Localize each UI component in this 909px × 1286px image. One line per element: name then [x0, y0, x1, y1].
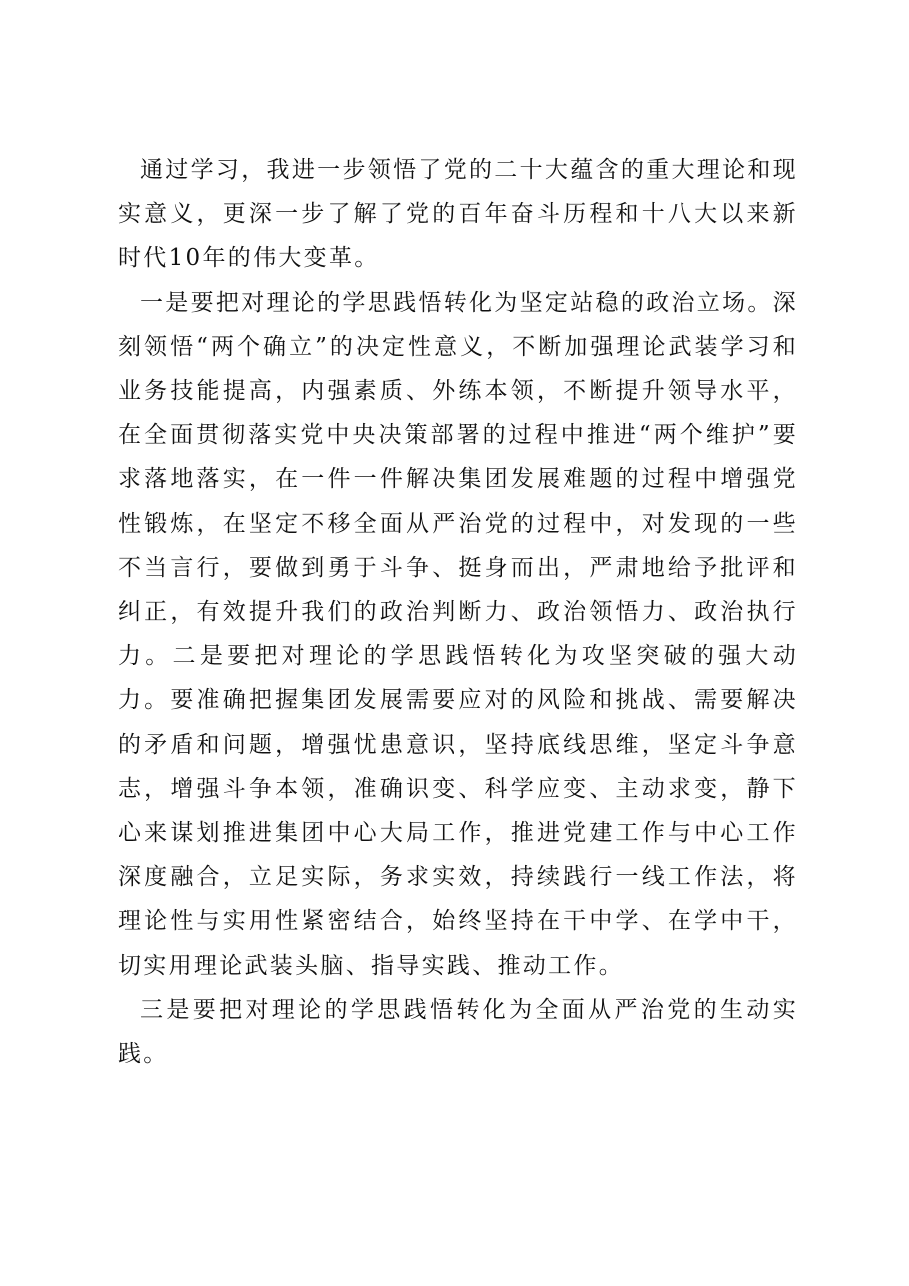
- paragraph-study-summary: 通过学习，我进一步领悟了党的二十大蕴含的重大理论和现实意义，更深一步了解了党的百年奋斗历程和十八大以来新时代10年的伟大变革。: [118, 157, 798, 272]
- paragraph-third-point: 三是要把对理论的学思践悟转化为全面从严治党的生动实践。: [118, 996, 798, 1068]
- paragraph-first-second-points: 一是要把对理论的学思践悟转化为坚定站稳的政治立场。深刻领悟“两个确立”的决定性意义，不断加强理论武装学习和业务技能提高，内强素质、外练本领，不断提升领导水平，在全面贯彻落实党中央决策部署的过程中推进“两个维护”要求落地落实，在一件一件解决集团发展难题的过程中增强党性锻炼，在坚定不移全面从严治党的过程中，对发现的一些不当言行，要做到勇于斗争、挺身而出，严肃地给予批评和纠正，有效提升我们的政治判断力、政治领悟力、政治执行力。二是要把对理论的学思践悟转化为攻坚突破的强大动力。要准确把握集团发展需要应对的风险和挑战、需要解决的矛盾和问题，增强忧患意识，坚持底线思维，坚定斗争意志，增强斗争本领，准确识变、科学应变、主动求变，静下心来谋划推进集团中心大局工作，推进党建工作与中心工作深度融合，立足实际，务求实效，持续践行一线工作法，将理论性与实用性紧密结合，始终坚持在干中学、在学中干，切实用理论武装头脑、指导实践、推动工作。: [118, 289, 798, 979]
- document-body: [118, 148, 798, 1076]
